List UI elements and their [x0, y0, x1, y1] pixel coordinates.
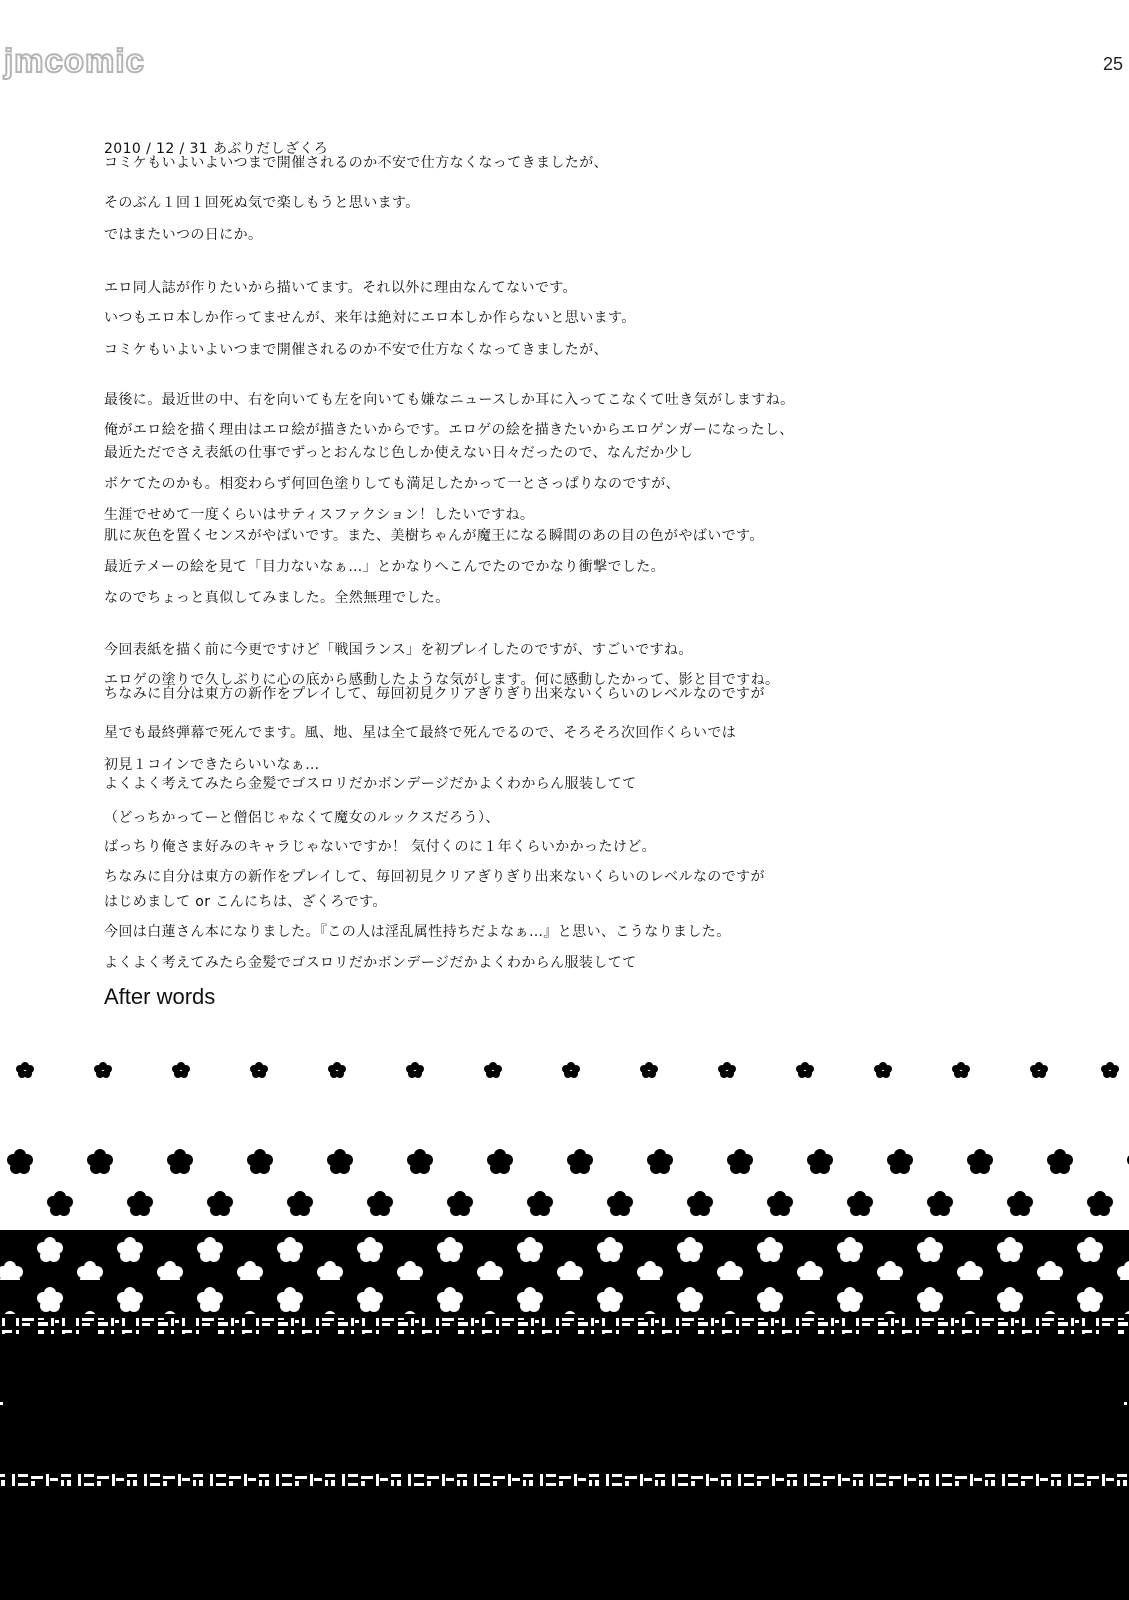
text-line: そのぶん１回１回死ぬ気で楽しもうと思います。 [104, 195, 420, 211]
text-line: 最近ただでさえ表紙の仕事でずっとおんなじ色しか使えない日々だったので、なんだか少し [104, 445, 694, 461]
watermark-logo: jmcomic [4, 42, 145, 79]
text-line-partial: ちなみに自分は東方の新作をプレイして、毎回初見クリアぎりぎり出来ないくらいのレベルなのですが [104, 869, 765, 885]
text-line: なのでちょっと真似してみました。全然無理でした。 [104, 590, 450, 606]
text-line: いつもエロ本しか作ってませんが、来年は絶対にエロ本しか作らないと思います。 [104, 310, 636, 326]
text-line: 星でも最終弾幕で死んでます。風、地、星は全て最終で死んでるので、そろそろ次回作くらいでは [104, 725, 737, 741]
text-line: エロゲの塗りで久しぶりに心の底から感動したような気がします。何に感動したかって、影と目ですね。 [104, 672, 780, 688]
text-line: 今回表紙を描く前に今更ですけど「戦国ランス」を初プレイしたのですが、すごいですね。 [104, 642, 693, 658]
text-line: ボケてたのかも。相変わらず何回色塗りしても満足したかって一とさっぱりなのですが、 [104, 476, 680, 492]
page-number: 25 [1102, 54, 1123, 74]
text-line-partial: コミケもいよいよいつまで開催されるのか不安で仕方なくなってきましたが、 [104, 155, 608, 171]
text-line: 肌に灰色を置くセンスがやばいです。また、美樹ちゃんが魔王になる瞬間のあの目の色がやばいです。 [104, 528, 764, 544]
text-line: はじめまして or こんにちは、ざくろです。 [104, 894, 387, 910]
text-line: 最近テメーの絵を見て「目力ないなぁ…」とかなりへこんでたのでかなり衝撃でした。 [104, 559, 666, 575]
text-line: 最後に。最近世の中、右を向いても左を向いても嫌なニュースしか耳に入ってこなくて吐き気がしますね。 [104, 392, 795, 408]
text-line: 今回は白蓮さん本になりました。『この人は淫乱属性持ちだよなぁ…』と思い、こうなりました。 [104, 924, 731, 940]
text-line: 初見１コインできたらいいなぁ… [104, 757, 320, 773]
text-line: ではまたいつの日にか。 [104, 227, 263, 243]
text-line: 生涯でせめて一度くらいはサティスファクション！したいですね。 [104, 507, 535, 523]
text-line-partial: よくよく考えてみたら金髪でゴスロリだかボンデージだかよくわからん服装してて [104, 955, 637, 971]
date-signature: 2010 / 12 / 31 あぶりだしざくろ [104, 141, 329, 157]
text-line-partial: よくよく考えてみたら金髪でゴスロリだかボンデージだかよくわからん服装してて [104, 776, 637, 792]
text-line-partial: ちなみに自分は東方の新作をプレイして、毎回初見クリアぎりぎり出来ないくらいのレベルなのですが [104, 686, 765, 702]
text-line: （どっちかってーと僧侶じゃなくて魔女のルックスだろう）、 [104, 810, 500, 826]
text-line: 俺がエロ絵を描く理由はエロ絵が描きたいからです。エロゲの絵を描きたいからエロゲンガーになったし、 [104, 422, 794, 438]
text-line: ばっちり俺さま好みのキャラじゃないですか！ 気付くのに１年くらいかかったけど。 [104, 839, 657, 855]
text-line: エロ同人誌が作りたいから描いてます。それ以外に理由なんてないです。 [104, 280, 577, 296]
section-heading: After words [104, 984, 216, 1009]
text-line-partial: コミケもいよいよいつまで開催されるのか不安で仕方なくなってきましたが、 [104, 342, 608, 358]
